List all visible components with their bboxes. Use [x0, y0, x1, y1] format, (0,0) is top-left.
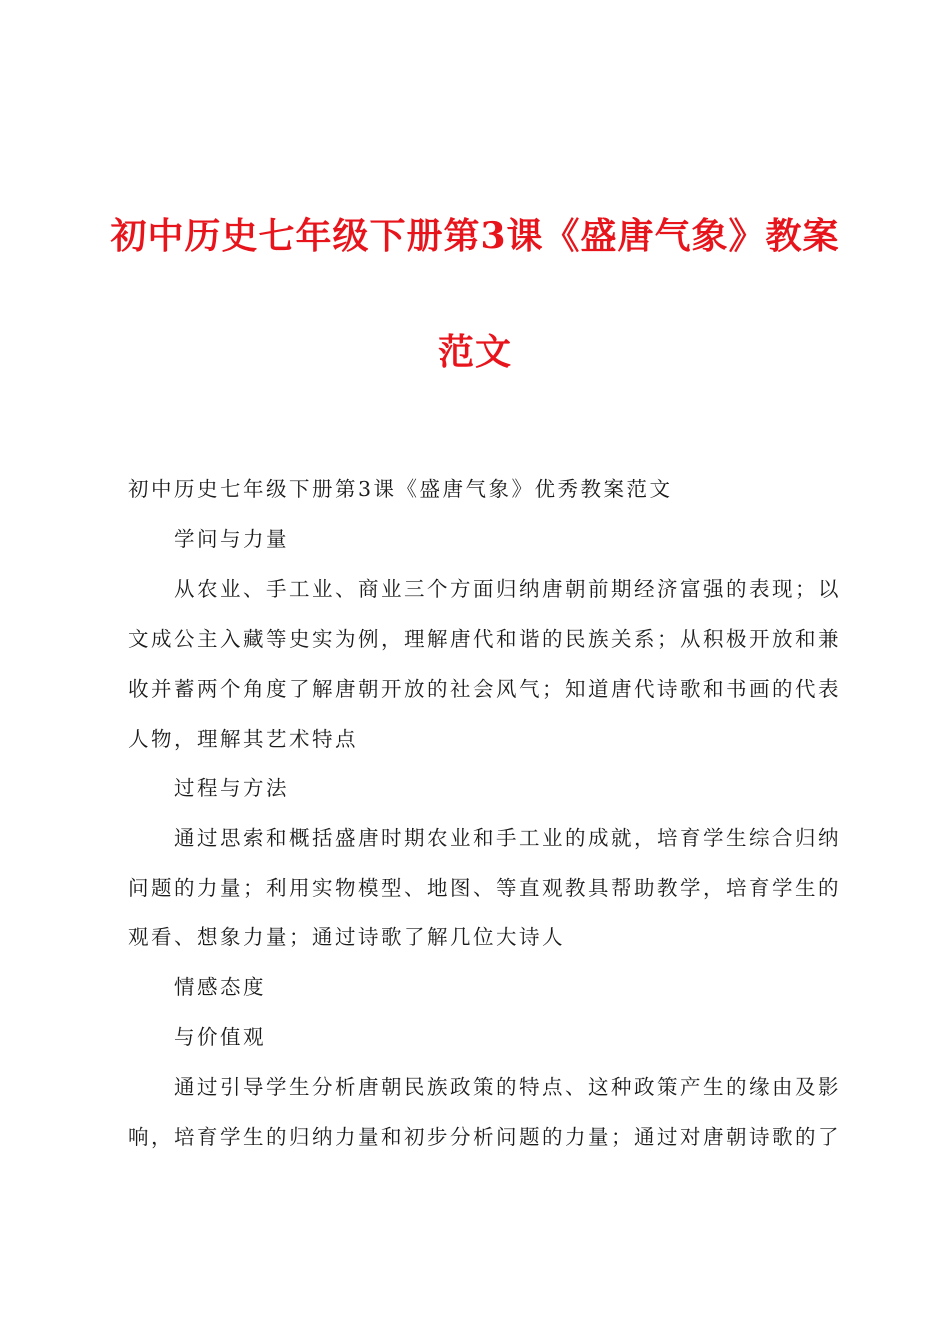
- paragraph-line: 通过引导学生分析唐朝民族政策的特点、这种政策产生的缘由及影: [174, 1075, 841, 1099]
- section-heading-values: 与价值观: [174, 1025, 266, 1049]
- paragraph-line: 从农业、手工业、商业三个方面归纳唐朝前期经济富强的表现；以: [174, 577, 841, 601]
- subtitle-line: 初中历史七年级下册第3课《盛唐气象》优秀教案范文: [128, 477, 673, 501]
- paragraph-line: 收并蓄两个角度了解唐朝开放的社会风气；知道唐代诗歌和书画的代表: [128, 677, 841, 701]
- paragraph-line: 问题的力量；利用实物模型、地图、等直观教具帮助教学，培育学生的: [128, 876, 841, 900]
- section-heading-knowledge: 学问与力量: [174, 527, 289, 551]
- document-title-line-2: 范文: [437, 331, 512, 373]
- paragraph-line: 人物，理解其艺术特点: [128, 727, 358, 751]
- paragraph-line: 文成公主入藏等史实为例，理解唐代和谐的民族关系；从积极开放和兼: [128, 627, 841, 651]
- section-heading-process: 过程与方法: [174, 776, 289, 800]
- paragraph-line: 观看、想象力量；通过诗歌了解几位大诗人: [128, 925, 565, 949]
- paragraph-line: 通过思索和概括盛唐时期农业和手工业的成就，培育学生综合归纳: [174, 826, 841, 850]
- document-title-line-1: 初中历史七年级下册第3课《盛唐气象》教案: [110, 215, 840, 257]
- paragraph-line: 响，培育学生的归纳力量和初步分析问题的力量；通过对唐朝诗歌的了: [128, 1125, 841, 1149]
- section-heading-emotion: 情感态度: [174, 975, 266, 999]
